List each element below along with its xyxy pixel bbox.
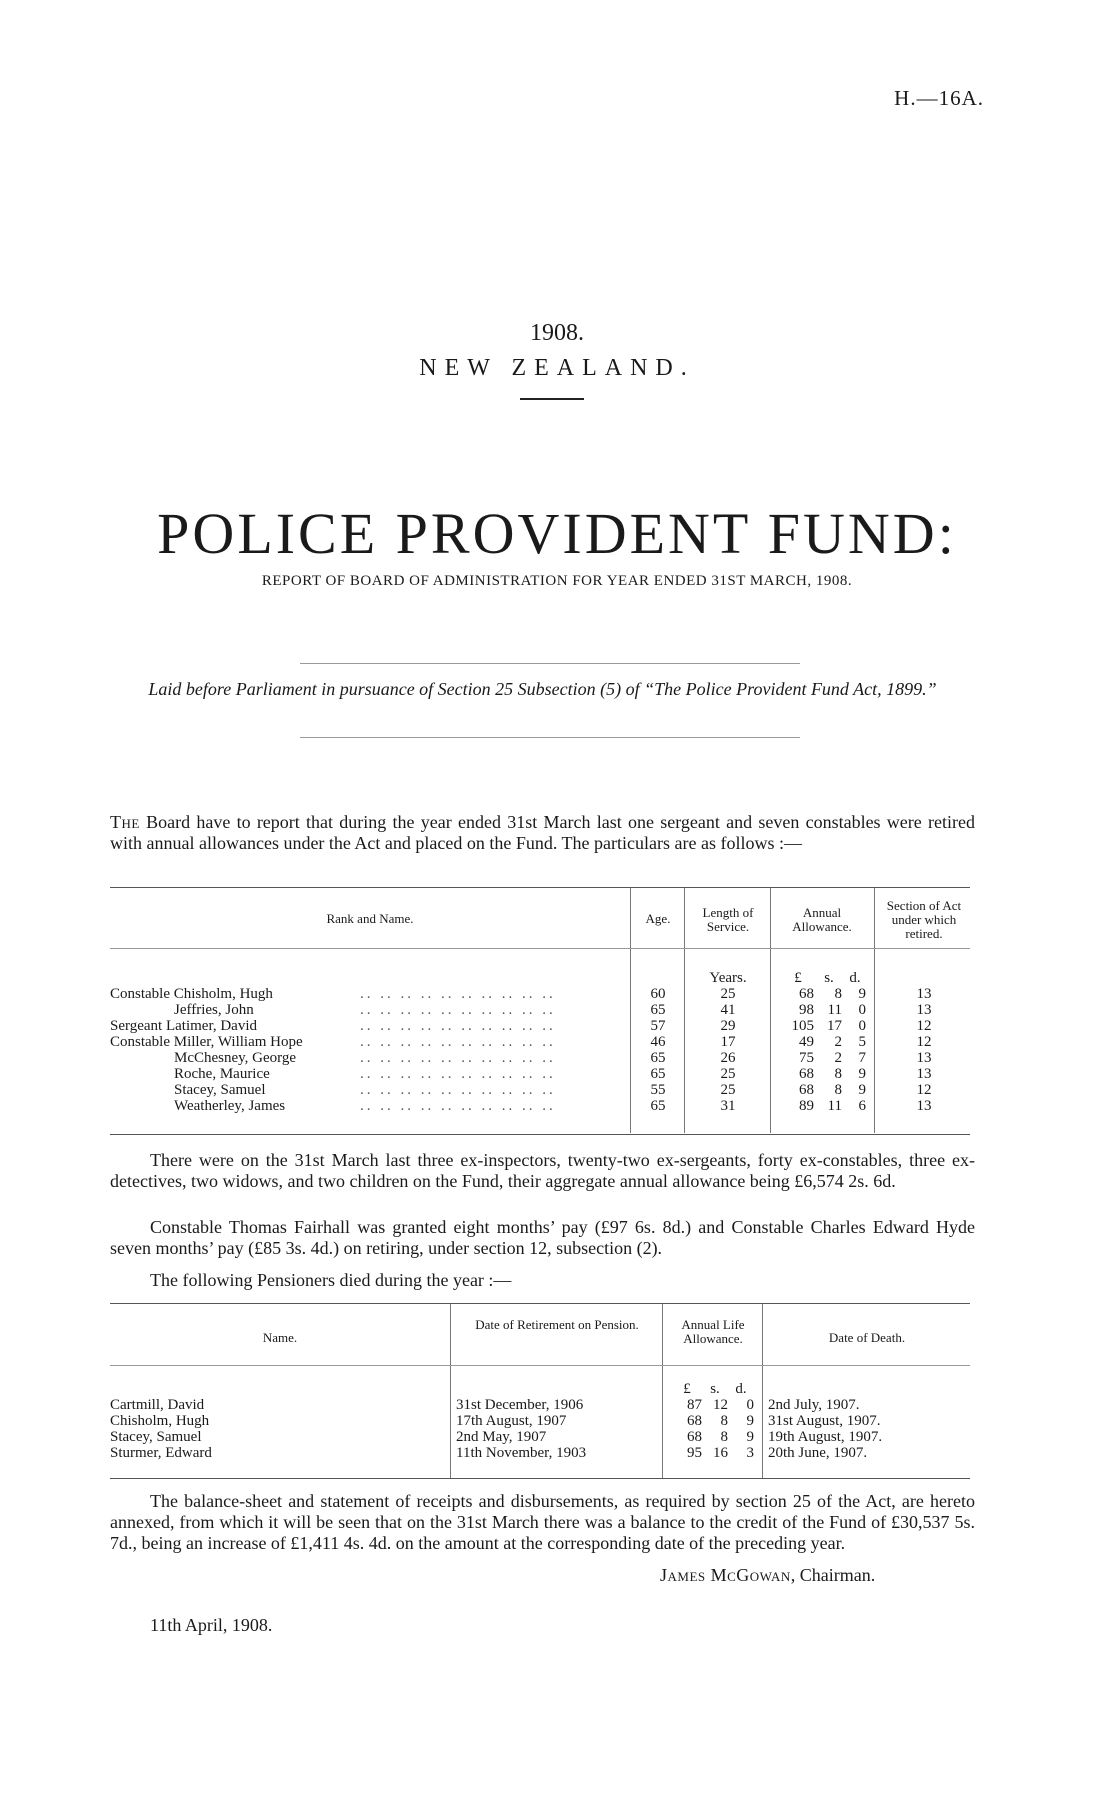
row-section: 12 — [916, 1018, 932, 1034]
row-pounds: 75 — [799, 1050, 814, 1066]
leader-dots: .. .. .. .. .. .. .. .. .. .. — [360, 1066, 556, 1082]
row-pounds: 98 — [799, 1002, 814, 1018]
unit-shillings: s. — [710, 1381, 720, 1397]
row-name: Stacey, Samuel — [110, 1429, 202, 1445]
col-header-service: Length of Service. — [702, 905, 754, 934]
row-shillings: 8 — [720, 1429, 728, 1445]
table-rule-bottom — [110, 1134, 970, 1135]
row-age: 65 — [650, 1002, 666, 1018]
unit-pence: d. — [735, 1381, 747, 1397]
row-section: 13 — [916, 1098, 932, 1114]
row-section: 12 — [916, 1082, 932, 1098]
row-age: 57 — [650, 1018, 666, 1034]
row-section: 13 — [916, 1066, 932, 1082]
leader-dots: .. .. .. .. .. .. .. .. .. .. — [360, 986, 556, 1002]
divider — [300, 663, 800, 664]
row-shillings: 8 — [834, 1066, 842, 1082]
row-shillings: 8 — [834, 1082, 842, 1098]
column-divider — [662, 1304, 663, 1478]
leader-dots: .. .. .. .. .. .. .. .. .. .. — [360, 1098, 556, 1114]
row-pounds: 68 — [799, 1066, 814, 1082]
col-header-section: Section of Act under which retired. — [886, 898, 962, 941]
header-rule — [110, 1365, 970, 1366]
row-section: 13 — [916, 986, 932, 1002]
row-death-date: 31st August, 1907. — [768, 1413, 881, 1429]
row-shillings: 16 — [713, 1445, 728, 1461]
intro-paragraph — [110, 812, 975, 854]
died-intro-paragraph: The following Pensioners died during the year :— — [150, 1270, 512, 1290]
row-pence: 7 — [858, 1050, 866, 1066]
row-death-date: 20th June, 1907. — [768, 1445, 868, 1461]
row-pence: 0 — [858, 1018, 866, 1034]
row-service: 25 — [720, 986, 736, 1002]
document-date: 11th April, 1908. — [150, 1615, 273, 1635]
col-header-death: Date of Death. — [828, 1330, 906, 1345]
unit-years: Years. — [709, 970, 747, 986]
row-pounds: 89 — [799, 1098, 814, 1114]
country-heading: NEW ZEALAND. — [419, 355, 695, 381]
row-service: 26 — [720, 1050, 736, 1066]
row-name: Weatherley, James — [174, 1098, 286, 1114]
leader-dots: .. .. .. .. .. .. .. .. .. .. — [360, 1002, 556, 1018]
unit-pence: d. — [849, 970, 861, 986]
row-pence: 5 — [858, 1034, 866, 1050]
row-shillings: 11 — [827, 1002, 842, 1018]
row-section: 13 — [916, 1002, 932, 1018]
row-pounds: 95 — [687, 1445, 702, 1461]
intro-lead-word: The — [110, 812, 140, 832]
leader-dots: .. .. .. .. .. .. .. .. .. .. — [360, 1018, 556, 1034]
row-name: Chisholm, Hugh — [110, 1413, 210, 1429]
row-retirement-date: 17th August, 1907 — [456, 1413, 567, 1429]
table-rule-bottom — [110, 1478, 970, 1479]
row-pounds: 105 — [791, 1018, 814, 1034]
row-death-date: 2nd July, 1907. — [768, 1397, 860, 1413]
row-pounds: 68 — [687, 1429, 702, 1445]
row-pounds: 68 — [799, 986, 814, 1002]
column-divider — [874, 888, 875, 1133]
col-header-name: Name. — [262, 1330, 298, 1345]
laid-before-parliament-note: Laid before Parliament in pursuance of Section 25 Subsection (5) of “The Police Provident Fund Act, 1899.” — [148, 679, 937, 699]
row-pounds: 87 — [687, 1397, 702, 1413]
row-service: 17 — [720, 1034, 736, 1050]
leader-dots: .. .. .. .. .. .. .. .. .. .. — [360, 1050, 556, 1066]
row-pence: 9 — [858, 1082, 866, 1098]
row-pounds: 49 — [799, 1034, 814, 1050]
row-pence: 0 — [858, 1002, 866, 1018]
row-name: McChesney, George — [174, 1050, 297, 1066]
row-death-date: 19th August, 1907. — [768, 1429, 883, 1445]
page-title: POLICE PROVIDENT FUND: — [157, 501, 957, 566]
header-rule — [110, 948, 970, 949]
signature — [660, 1565, 875, 1586]
row-pence: 6 — [858, 1098, 866, 1114]
pay-paragraph: Constable Thomas Fairhall was granted eight months’ pay (£97 6s. 8d.) and Constable Charles Edward Hyde seven months’ pay (£85 3s. 4d.) on retiring, under section 12, subsection (2). — [110, 1217, 975, 1258]
page-subtitle: REPORT OF BOARD OF ADMINISTRATION FOR YEAR ENDED 31ST MARCH, 1908. — [261, 573, 853, 589]
row-name: Sturmer, Edward — [110, 1445, 212, 1461]
table-rule-top — [110, 1303, 970, 1304]
unit-shillings: s. — [824, 970, 834, 986]
row-pence: 9 — [858, 986, 866, 1002]
col-header-retirement: Date of Retirement on Pension. — [475, 1317, 639, 1332]
col-header-age: Age. — [645, 911, 671, 926]
row-shillings: 8 — [834, 986, 842, 1002]
balance-paragraph: The balance-sheet and statement of receipts and disbursements, as required by section 25 of the Act, are hereto annexed, from which it will be seen that on the 31st March there was a balance to the credit of the Fund of £30,537 5s. 7d., being an increase of £1,411 4s. 4d. on the amount at the corresponding date of the preceding year. — [110, 1491, 975, 1553]
row-pence: 9 — [746, 1413, 754, 1429]
row-age: 55 — [650, 1082, 666, 1098]
signer-role: , Chairman. — [790, 1565, 876, 1585]
col-header-allowance: Annual Allowance. — [792, 905, 852, 934]
document-reference: H.—16A. — [894, 86, 984, 110]
ex-members-paragraph: There were on the 31st March last three ex-inspectors, twenty-two ex-sergeants, forty ex-constables, three ex-detectives, two widows, and two children on the Fund, their aggregate annual allowance being £6,574 2s. 6d. — [110, 1150, 975, 1191]
row-pence: 3 — [746, 1445, 754, 1461]
column-divider — [630, 888, 631, 1133]
signer-name: James McGowan — [660, 1565, 791, 1585]
row-retirement-date: 31st December, 1906 — [456, 1397, 584, 1413]
row-shillings: 12 — [713, 1397, 728, 1413]
row-service: 41 — [720, 1002, 736, 1018]
row-pounds: 68 — [687, 1413, 702, 1429]
row-retirement-date: 2nd May, 1907 — [456, 1429, 547, 1445]
row-pounds: 68 — [799, 1082, 814, 1098]
row-pence: 9 — [858, 1066, 866, 1082]
column-divider — [770, 888, 771, 1133]
unit-pounds: £ — [683, 1381, 691, 1397]
divider — [300, 737, 800, 738]
column-divider — [762, 1304, 763, 1478]
row-name: Sergeant Latimer, David — [110, 1018, 257, 1034]
row-age: 65 — [650, 1050, 666, 1066]
row-shillings: 11 — [827, 1098, 842, 1114]
leader-dots: .. .. .. .. .. .. .. .. .. .. — [360, 1082, 556, 1098]
year-heading: 1908. — [530, 320, 584, 346]
row-age: 65 — [650, 1098, 666, 1114]
row-name: Constable Miller, William Hope — [110, 1034, 303, 1050]
leader-dots: .. .. .. .. .. .. .. .. .. .. — [360, 1034, 556, 1050]
column-divider — [450, 1304, 451, 1478]
row-section: 13 — [916, 1050, 932, 1066]
row-service: 31 — [720, 1098, 736, 1114]
row-age: 65 — [650, 1066, 666, 1082]
column-divider — [684, 888, 685, 1133]
row-section: 12 — [916, 1034, 932, 1050]
intro-text: Board have to report that during the year ended 31st March last one sergeant and seven constables were retired with annual allowances under the Act and placed on the Fund. The particulars are as follows :— — [110, 812, 976, 853]
table-rule-top — [110, 887, 970, 888]
row-shillings: 8 — [720, 1413, 728, 1429]
col-header-life-allowance: Annual Life Allowance. — [681, 1317, 745, 1346]
row-retirement-date: 11th November, 1903 — [456, 1445, 587, 1461]
row-name: Jeffries, John — [174, 1002, 254, 1018]
row-shillings: 17 — [827, 1018, 842, 1034]
row-age: 46 — [650, 1034, 666, 1050]
unit-pounds: £ — [794, 970, 802, 986]
row-service: 25 — [720, 1082, 736, 1098]
row-name: Cartmill, David — [110, 1397, 205, 1413]
row-name: Stacey, Samuel — [174, 1082, 266, 1098]
col-header-rank: Rank and Name. — [326, 911, 414, 926]
row-pence: 0 — [746, 1397, 754, 1413]
row-age: 60 — [650, 986, 666, 1002]
row-pence: 9 — [746, 1429, 754, 1445]
divider — [520, 398, 584, 400]
row-name: Constable Chisholm, Hugh — [110, 986, 273, 1002]
row-service: 25 — [720, 1066, 736, 1082]
row-service: 29 — [720, 1018, 736, 1034]
row-name: Roche, Maurice — [174, 1066, 270, 1082]
row-shillings: 2 — [834, 1034, 842, 1050]
row-shillings: 2 — [834, 1050, 842, 1066]
